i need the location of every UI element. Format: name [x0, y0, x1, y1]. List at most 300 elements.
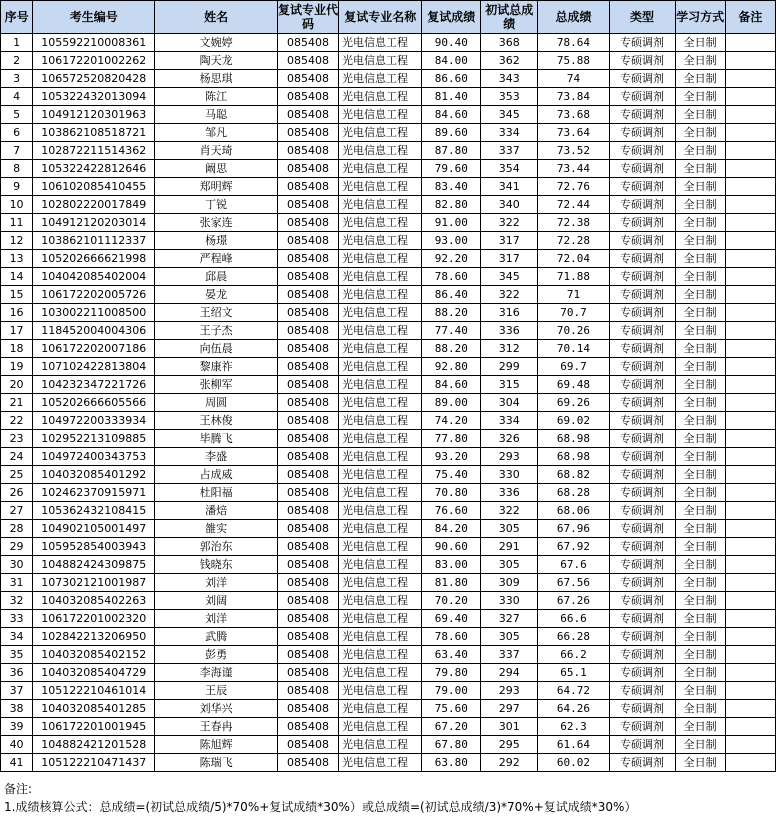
cell-remarks — [725, 376, 775, 394]
cell-name: 王林俊 — [155, 412, 278, 430]
cell-study-mode: 全日制 — [675, 34, 725, 52]
cell-remarks — [725, 610, 775, 628]
cell-total-score: 71.88 — [538, 268, 609, 286]
cell-type: 专硕调剂 — [609, 160, 675, 178]
cell-initial-score: 322 — [481, 214, 538, 232]
cell-type: 专硕调剂 — [609, 214, 675, 232]
cell-seq: 40 — [1, 736, 33, 754]
cell-type: 专硕调剂 — [609, 538, 675, 556]
cell-major-code: 085408 — [277, 700, 338, 718]
table-row — [1, 700, 776, 718]
cell-name: 马聪 — [155, 106, 278, 124]
cell-major-code: 085408 — [277, 646, 338, 664]
cell-study-mode: 全日制 — [675, 232, 725, 250]
cell-retest-score: 76.60 — [422, 502, 481, 520]
cell-remarks — [725, 286, 775, 304]
cell-exam-id: 105122210471437 — [33, 754, 155, 772]
cell-exam-id: 104972200333934 — [33, 412, 155, 430]
cell-total-score: 66.28 — [538, 628, 609, 646]
cell-study-mode: 全日制 — [675, 214, 725, 232]
cell-major-name: 光电信息工程 — [339, 646, 422, 664]
cell-seq: 2 — [1, 52, 33, 70]
cell-retest-score: 92.80 — [422, 358, 481, 376]
cell-type: 专硕调剂 — [609, 250, 675, 268]
cell-retest-score: 81.80 — [422, 574, 481, 592]
cell-seq: 35 — [1, 646, 33, 664]
col-header-major-code: 复试专业代码 — [277, 1, 338, 34]
cell-exam-id: 106102085410455 — [33, 178, 155, 196]
cell-initial-score: 343 — [481, 70, 538, 88]
cell-study-mode: 全日制 — [675, 88, 725, 106]
table-row — [1, 430, 776, 448]
cell-name: 张柳军 — [155, 376, 278, 394]
cell-total-score: 68.98 — [538, 430, 609, 448]
cell-remarks — [725, 196, 775, 214]
cell-exam-id: 106172201001945 — [33, 718, 155, 736]
cell-name: 武腾 — [155, 628, 278, 646]
cell-type: 专硕调剂 — [609, 34, 675, 52]
cell-major-name: 光电信息工程 — [339, 556, 422, 574]
cell-retest-score: 82.80 — [422, 196, 481, 214]
cell-type: 专硕调剂 — [609, 124, 675, 142]
cell-major-name: 光电信息工程 — [339, 250, 422, 268]
cell-seq: 7 — [1, 142, 33, 160]
cell-seq: 26 — [1, 484, 33, 502]
cell-initial-score: 304 — [481, 394, 538, 412]
cell-name: 严程峰 — [155, 250, 278, 268]
cell-name: 陈瑞飞 — [155, 754, 278, 772]
cell-retest-score: 93.20 — [422, 448, 481, 466]
cell-type: 专硕调剂 — [609, 232, 675, 250]
cell-exam-id: 104972400343753 — [33, 448, 155, 466]
cell-major-name: 光电信息工程 — [339, 700, 422, 718]
cell-initial-score: 341 — [481, 178, 538, 196]
cell-seq: 33 — [1, 610, 33, 628]
cell-major-name: 光电信息工程 — [339, 214, 422, 232]
cell-total-score: 72.76 — [538, 178, 609, 196]
cell-retest-score: 84.60 — [422, 106, 481, 124]
cell-remarks — [725, 466, 775, 484]
cell-retest-score: 93.00 — [422, 232, 481, 250]
col-header-name: 姓名 — [155, 1, 278, 34]
cell-study-mode: 全日制 — [675, 52, 725, 70]
cell-type: 专硕调剂 — [609, 178, 675, 196]
cell-study-mode: 全日制 — [675, 718, 725, 736]
notes-title: 备注: — [4, 782, 33, 796]
col-header-exam-id: 考生编号 — [33, 1, 155, 34]
cell-total-score: 68.82 — [538, 466, 609, 484]
cell-major-name: 光电信息工程 — [339, 718, 422, 736]
cell-type: 专硕调剂 — [609, 358, 675, 376]
cell-study-mode: 全日制 — [675, 466, 725, 484]
cell-type: 专硕调剂 — [609, 628, 675, 646]
cell-retest-score: 79.80 — [422, 664, 481, 682]
cell-initial-score: 337 — [481, 646, 538, 664]
cell-seq: 16 — [1, 304, 33, 322]
table-row — [1, 592, 776, 610]
cell-major-name: 光电信息工程 — [339, 574, 422, 592]
cell-study-mode: 全日制 — [675, 376, 725, 394]
cell-retest-score: 63.40 — [422, 646, 481, 664]
cell-exam-id: 107302121001987 — [33, 574, 155, 592]
table-row — [1, 322, 776, 340]
cell-major-code: 085408 — [277, 502, 338, 520]
cell-exam-id: 104912120203014 — [33, 214, 155, 232]
cell-exam-id: 102802220017849 — [33, 196, 155, 214]
table-row — [1, 718, 776, 736]
cell-major-name: 光电信息工程 — [339, 358, 422, 376]
cell-major-code: 085408 — [277, 538, 338, 556]
cell-name: 王辰 — [155, 682, 278, 700]
cell-major-name: 光电信息工程 — [339, 268, 422, 286]
cell-remarks — [725, 52, 775, 70]
cell-initial-score: 334 — [481, 124, 538, 142]
cell-seq: 30 — [1, 556, 33, 574]
cell-study-mode: 全日制 — [675, 304, 725, 322]
cell-initial-score: 330 — [481, 466, 538, 484]
table-row — [1, 142, 776, 160]
table-body — [1, 34, 776, 772]
table-row — [1, 556, 776, 574]
cell-name: 张家连 — [155, 214, 278, 232]
cell-exam-id: 105592210008361 — [33, 34, 155, 52]
cell-major-name: 光电信息工程 — [339, 538, 422, 556]
cell-remarks — [725, 268, 775, 286]
cell-total-score: 67.96 — [538, 520, 609, 538]
cell-initial-score: 305 — [481, 556, 538, 574]
cell-remarks — [725, 214, 775, 232]
cell-major-code: 085408 — [277, 232, 338, 250]
cell-type: 专硕调剂 — [609, 286, 675, 304]
cell-major-code: 085408 — [277, 358, 338, 376]
cell-study-mode: 全日制 — [675, 322, 725, 340]
cell-retest-score: 75.60 — [422, 700, 481, 718]
cell-major-code: 085408 — [277, 664, 338, 682]
cell-major-name: 光电信息工程 — [339, 160, 422, 178]
col-header-retest-score: 复试成绩 — [422, 1, 481, 34]
cell-study-mode: 全日制 — [675, 358, 725, 376]
cell-major-code: 085408 — [277, 520, 338, 538]
cell-major-code: 085408 — [277, 610, 338, 628]
cell-initial-score: 330 — [481, 592, 538, 610]
cell-name: 周圆 — [155, 394, 278, 412]
cell-seq: 20 — [1, 376, 33, 394]
cell-name: 晏龙 — [155, 286, 278, 304]
cell-type: 专硕调剂 — [609, 754, 675, 772]
cell-seq: 17 — [1, 322, 33, 340]
cell-retest-score: 79.00 — [422, 682, 481, 700]
table-row — [1, 160, 776, 178]
cell-major-code: 085408 — [277, 88, 338, 106]
cell-major-name: 光电信息工程 — [339, 196, 422, 214]
cell-exam-id: 104032085404729 — [33, 664, 155, 682]
cell-exam-id: 106172201002262 — [33, 52, 155, 70]
cell-total-score: 60.02 — [538, 754, 609, 772]
cell-exam-id: 104032085401285 — [33, 700, 155, 718]
cell-study-mode: 全日制 — [675, 412, 725, 430]
cell-major-code: 085408 — [277, 754, 338, 772]
cell-name: 李海谨 — [155, 664, 278, 682]
cell-major-code: 085408 — [277, 484, 338, 502]
cell-major-name: 光电信息工程 — [339, 232, 422, 250]
cell-exam-id: 102462370915971 — [33, 484, 155, 502]
cell-remarks — [725, 736, 775, 754]
cell-major-code: 085408 — [277, 322, 338, 340]
cell-study-mode: 全日制 — [675, 574, 725, 592]
cell-name: 郭治东 — [155, 538, 278, 556]
col-header-remarks: 备注 — [725, 1, 775, 34]
cell-initial-score: 297 — [481, 700, 538, 718]
cell-total-score: 64.26 — [538, 700, 609, 718]
cell-name: 彭勇 — [155, 646, 278, 664]
cell-initial-score: 299 — [481, 358, 538, 376]
cell-study-mode: 全日制 — [675, 502, 725, 520]
cell-major-name: 光电信息工程 — [339, 322, 422, 340]
cell-remarks — [725, 142, 775, 160]
cell-retest-score: 83.40 — [422, 178, 481, 196]
table-row — [1, 448, 776, 466]
cell-type: 专硕调剂 — [609, 664, 675, 682]
cell-major-code: 085408 — [277, 628, 338, 646]
cell-retest-score: 89.60 — [422, 124, 481, 142]
cell-remarks — [725, 70, 775, 88]
cell-seq: 29 — [1, 538, 33, 556]
cell-major-code: 085408 — [277, 412, 338, 430]
cell-major-code: 085408 — [277, 70, 338, 88]
cell-total-score: 73.52 — [538, 142, 609, 160]
cell-retest-score: 74.20 — [422, 412, 481, 430]
cell-initial-score: 368 — [481, 34, 538, 52]
table-row — [1, 214, 776, 232]
cell-exam-id: 105122210461014 — [33, 682, 155, 700]
cell-retest-score: 86.60 — [422, 70, 481, 88]
cell-retest-score: 70.80 — [422, 484, 481, 502]
cell-type: 专硕调剂 — [609, 322, 675, 340]
table-row — [1, 70, 776, 88]
cell-seq: 19 — [1, 358, 33, 376]
cell-seq: 1 — [1, 34, 33, 52]
cell-seq: 6 — [1, 124, 33, 142]
cell-major-name: 光电信息工程 — [339, 286, 422, 304]
col-header-seq: 序号 — [1, 1, 33, 34]
table-row — [1, 196, 776, 214]
cell-exam-id: 104032085402263 — [33, 592, 155, 610]
cell-major-code: 085408 — [277, 466, 338, 484]
cell-total-score: 68.98 — [538, 448, 609, 466]
cell-major-name: 光电信息工程 — [339, 88, 422, 106]
table-row — [1, 484, 776, 502]
cell-retest-score: 87.80 — [422, 142, 481, 160]
cell-name: 肖天琦 — [155, 142, 278, 160]
cell-study-mode: 全日制 — [675, 700, 725, 718]
cell-exam-id: 107102422813804 — [33, 358, 155, 376]
cell-seq: 5 — [1, 106, 33, 124]
cell-retest-score: 78.60 — [422, 628, 481, 646]
cell-total-score: 73.64 — [538, 124, 609, 142]
table-row — [1, 502, 776, 520]
cell-remarks — [725, 394, 775, 412]
cell-major-name: 光电信息工程 — [339, 394, 422, 412]
cell-study-mode: 全日制 — [675, 646, 725, 664]
table-row — [1, 304, 776, 322]
cell-retest-score: 92.20 — [422, 250, 481, 268]
cell-total-score: 78.64 — [538, 34, 609, 52]
cell-retest-score: 90.40 — [422, 34, 481, 52]
cell-name: 王绍文 — [155, 304, 278, 322]
cell-seq: 27 — [1, 502, 33, 520]
cell-total-score: 61.64 — [538, 736, 609, 754]
cell-type: 专硕调剂 — [609, 340, 675, 358]
table-row — [1, 232, 776, 250]
cell-initial-score: 317 — [481, 250, 538, 268]
cell-major-code: 085408 — [277, 718, 338, 736]
cell-name: 王春冉 — [155, 718, 278, 736]
cell-name: 钱晓东 — [155, 556, 278, 574]
cell-major-name: 光电信息工程 — [339, 430, 422, 448]
cell-initial-score: 292 — [481, 754, 538, 772]
cell-name: 刘洋 — [155, 610, 278, 628]
cell-type: 专硕调剂 — [609, 142, 675, 160]
cell-exam-id: 104882424309875 — [33, 556, 155, 574]
cell-remarks — [725, 646, 775, 664]
cell-major-code: 085408 — [277, 448, 338, 466]
cell-type: 专硕调剂 — [609, 196, 675, 214]
cell-initial-score: 305 — [481, 628, 538, 646]
cell-study-mode: 全日制 — [675, 538, 725, 556]
cell-total-score: 67.6 — [538, 556, 609, 574]
cell-seq: 11 — [1, 214, 33, 232]
cell-retest-score: 75.40 — [422, 466, 481, 484]
cell-exam-id: 105322432013094 — [33, 88, 155, 106]
cell-exam-id: 104912120301963 — [33, 106, 155, 124]
cell-major-code: 085408 — [277, 286, 338, 304]
cell-exam-id: 106572520820428 — [33, 70, 155, 88]
cell-initial-score: 354 — [481, 160, 538, 178]
cell-initial-score: 294 — [481, 664, 538, 682]
cell-study-mode: 全日制 — [675, 448, 725, 466]
table-row — [1, 178, 776, 196]
cell-seq: 3 — [1, 70, 33, 88]
cell-remarks — [725, 88, 775, 106]
table-row — [1, 682, 776, 700]
table-row — [1, 376, 776, 394]
cell-initial-score: 301 — [481, 718, 538, 736]
cell-initial-score: 345 — [481, 268, 538, 286]
cell-remarks — [725, 430, 775, 448]
cell-retest-score: 89.00 — [422, 394, 481, 412]
cell-total-score: 68.28 — [538, 484, 609, 502]
cell-major-code: 085408 — [277, 178, 338, 196]
cell-total-score: 71 — [538, 286, 609, 304]
cell-exam-id: 102842213206950 — [33, 628, 155, 646]
cell-major-code: 085408 — [277, 394, 338, 412]
cell-type: 专硕调剂 — [609, 502, 675, 520]
cell-type: 专硕调剂 — [609, 304, 675, 322]
cell-total-score: 69.02 — [538, 412, 609, 430]
cell-exam-id: 106172202007186 — [33, 340, 155, 358]
table-row — [1, 106, 776, 124]
cell-exam-id: 104902105001497 — [33, 520, 155, 538]
cell-initial-score: 326 — [481, 430, 538, 448]
table-row — [1, 124, 776, 142]
cell-seq: 8 — [1, 160, 33, 178]
cell-seq: 37 — [1, 682, 33, 700]
cell-study-mode: 全日制 — [675, 610, 725, 628]
cell-initial-score: 295 — [481, 736, 538, 754]
cell-major-name: 光电信息工程 — [339, 412, 422, 430]
cell-study-mode: 全日制 — [675, 520, 725, 538]
cell-initial-score: 334 — [481, 412, 538, 430]
cell-remarks — [725, 754, 775, 772]
cell-exam-id: 104032085401292 — [33, 466, 155, 484]
cell-study-mode: 全日制 — [675, 394, 725, 412]
score-formula-note: 1.成绩核算公式：总成绩=(初试总成绩/5)*70%+复试成绩*30%）或总成绩=(初试总成绩/3)*70%+复试成绩*30%） — [4, 800, 637, 814]
cell-remarks — [725, 358, 775, 376]
cell-seq: 31 — [1, 574, 33, 592]
cell-remarks — [725, 106, 775, 124]
cell-type: 专硕调剂 — [609, 376, 675, 394]
cell-study-mode: 全日制 — [675, 196, 725, 214]
cell-remarks — [725, 538, 775, 556]
table-row — [1, 340, 776, 358]
cell-seq: 13 — [1, 250, 33, 268]
cell-remarks — [725, 718, 775, 736]
cell-total-score: 73.84 — [538, 88, 609, 106]
cell-exam-id: 103002211008500 — [33, 304, 155, 322]
cell-retest-score: 86.40 — [422, 286, 481, 304]
cell-study-mode: 全日制 — [675, 160, 725, 178]
cell-retest-score: 63.80 — [422, 754, 481, 772]
cell-major-name: 光电信息工程 — [339, 664, 422, 682]
cell-remarks — [725, 250, 775, 268]
cell-remarks — [725, 700, 775, 718]
cell-exam-id: 118452004004306 — [33, 322, 155, 340]
cell-total-score: 70.14 — [538, 340, 609, 358]
cell-major-name: 光电信息工程 — [339, 304, 422, 322]
table-row — [1, 250, 776, 268]
cell-initial-score: 340 — [481, 196, 538, 214]
table-row — [1, 34, 776, 52]
cell-type: 专硕调剂 — [609, 106, 675, 124]
cell-type: 专硕调剂 — [609, 430, 675, 448]
cell-remarks — [725, 412, 775, 430]
cell-remarks — [725, 322, 775, 340]
cell-seq: 36 — [1, 664, 33, 682]
cell-study-mode: 全日制 — [675, 592, 725, 610]
cell-remarks — [725, 340, 775, 358]
cell-total-score: 69.7 — [538, 358, 609, 376]
cell-retest-score: 84.20 — [422, 520, 481, 538]
cell-initial-score: 336 — [481, 322, 538, 340]
cell-initial-score: 322 — [481, 286, 538, 304]
cell-type: 专硕调剂 — [609, 592, 675, 610]
cell-major-code: 085408 — [277, 556, 338, 574]
cell-remarks — [725, 178, 775, 196]
cell-study-mode: 全日制 — [675, 754, 725, 772]
cell-study-mode: 全日制 — [675, 664, 725, 682]
cell-retest-score: 67.20 — [422, 718, 481, 736]
cell-name: 毕腾飞 — [155, 430, 278, 448]
header-row — [1, 1, 776, 34]
cell-name: 刘阔 — [155, 592, 278, 610]
col-header-study-mode: 学习方式 — [675, 1, 725, 34]
cell-major-name: 光电信息工程 — [339, 448, 422, 466]
cell-total-score: 72.44 — [538, 196, 609, 214]
cell-major-name: 光电信息工程 — [339, 106, 422, 124]
cell-retest-score: 88.20 — [422, 340, 481, 358]
cell-type: 专硕调剂 — [609, 574, 675, 592]
cell-study-mode: 全日制 — [675, 124, 725, 142]
